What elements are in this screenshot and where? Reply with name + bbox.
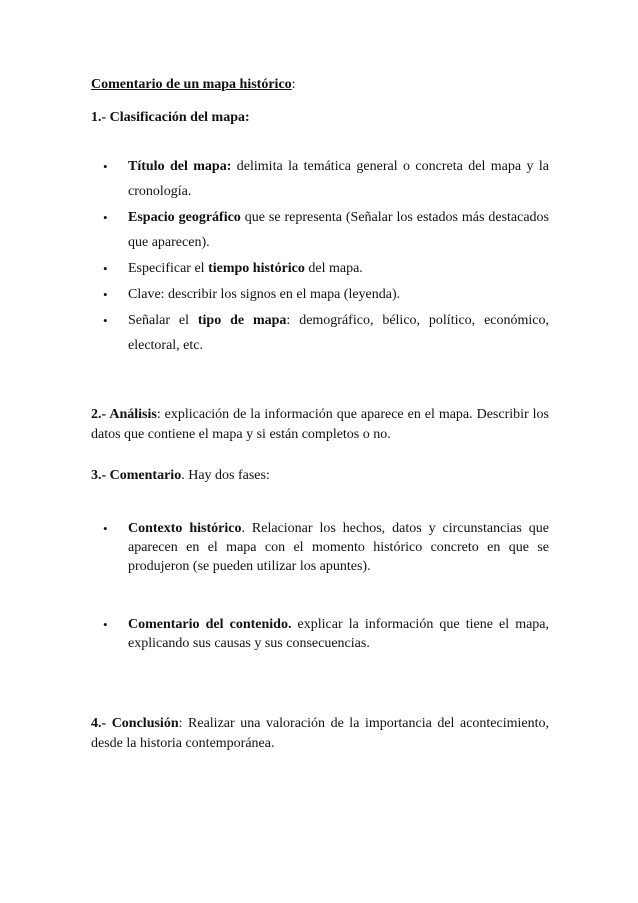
section-3-list-a <box>91 519 549 576</box>
list-item-tipo: • Señalar el tipo de mapa: demográfico, bélico, político, económico, electoral, etc. <box>91 308 549 358</box>
list-item-clave: • Clave: describir los signos en el mapa (leyenda). <box>91 282 549 307</box>
bullet-icon: • <box>103 313 108 328</box>
list-item-comentario-contenido: • Comentario del contenido. explicar la información que tiene el mapa, explicando sus causas y sus consecuencias. <box>103 617 550 651</box>
list-item-tiempo: • Especificar el tiempo histórico del mapa. <box>91 256 549 281</box>
list-item-espacio: • Espacio geográfico que se representa (Señalar los estados más destacados que aparecen). <box>91 205 549 255</box>
section-3-list-b <box>91 615 549 653</box>
bullet-icon: • <box>103 287 108 302</box>
bullet-icon: • <box>103 261 108 276</box>
section-1-list <box>91 154 549 358</box>
section-3-paragraph: 3.- Comentario. Hay dos fases: <box>91 468 270 483</box>
bullet-icon: • <box>103 159 108 174</box>
list-item-titulo: • Título del mapa: delimita la temática general o concreta del mapa y la cronología. <box>91 154 549 204</box>
section-1-heading: 1.- Clasificación del mapa: <box>91 110 250 125</box>
section-4-paragraph: 4.- Conclusión: Realizar una valoración de la importancia del acontecimiento, desde la historia contemporánea. <box>91 716 549 751</box>
bullet-icon: • <box>103 521 108 536</box>
section-2-paragraph: 2.- Análisis: explicación de la información que aparece en el mapa. Describir los datos que contiene el mapa y si están completos o no. <box>91 407 549 442</box>
bullet-icon: • <box>103 617 108 632</box>
bullet-icon: • <box>103 210 108 225</box>
document-title: Comentario de un mapa histórico: <box>91 77 296 92</box>
list-item-contexto: • Contexto histórico. Relacionar los hechos, datos y circunstancias que aparecen en el mapa con el momento histórico concreto en que se produjeron (se pueden utilizar los apuntes). <box>103 521 549 574</box>
